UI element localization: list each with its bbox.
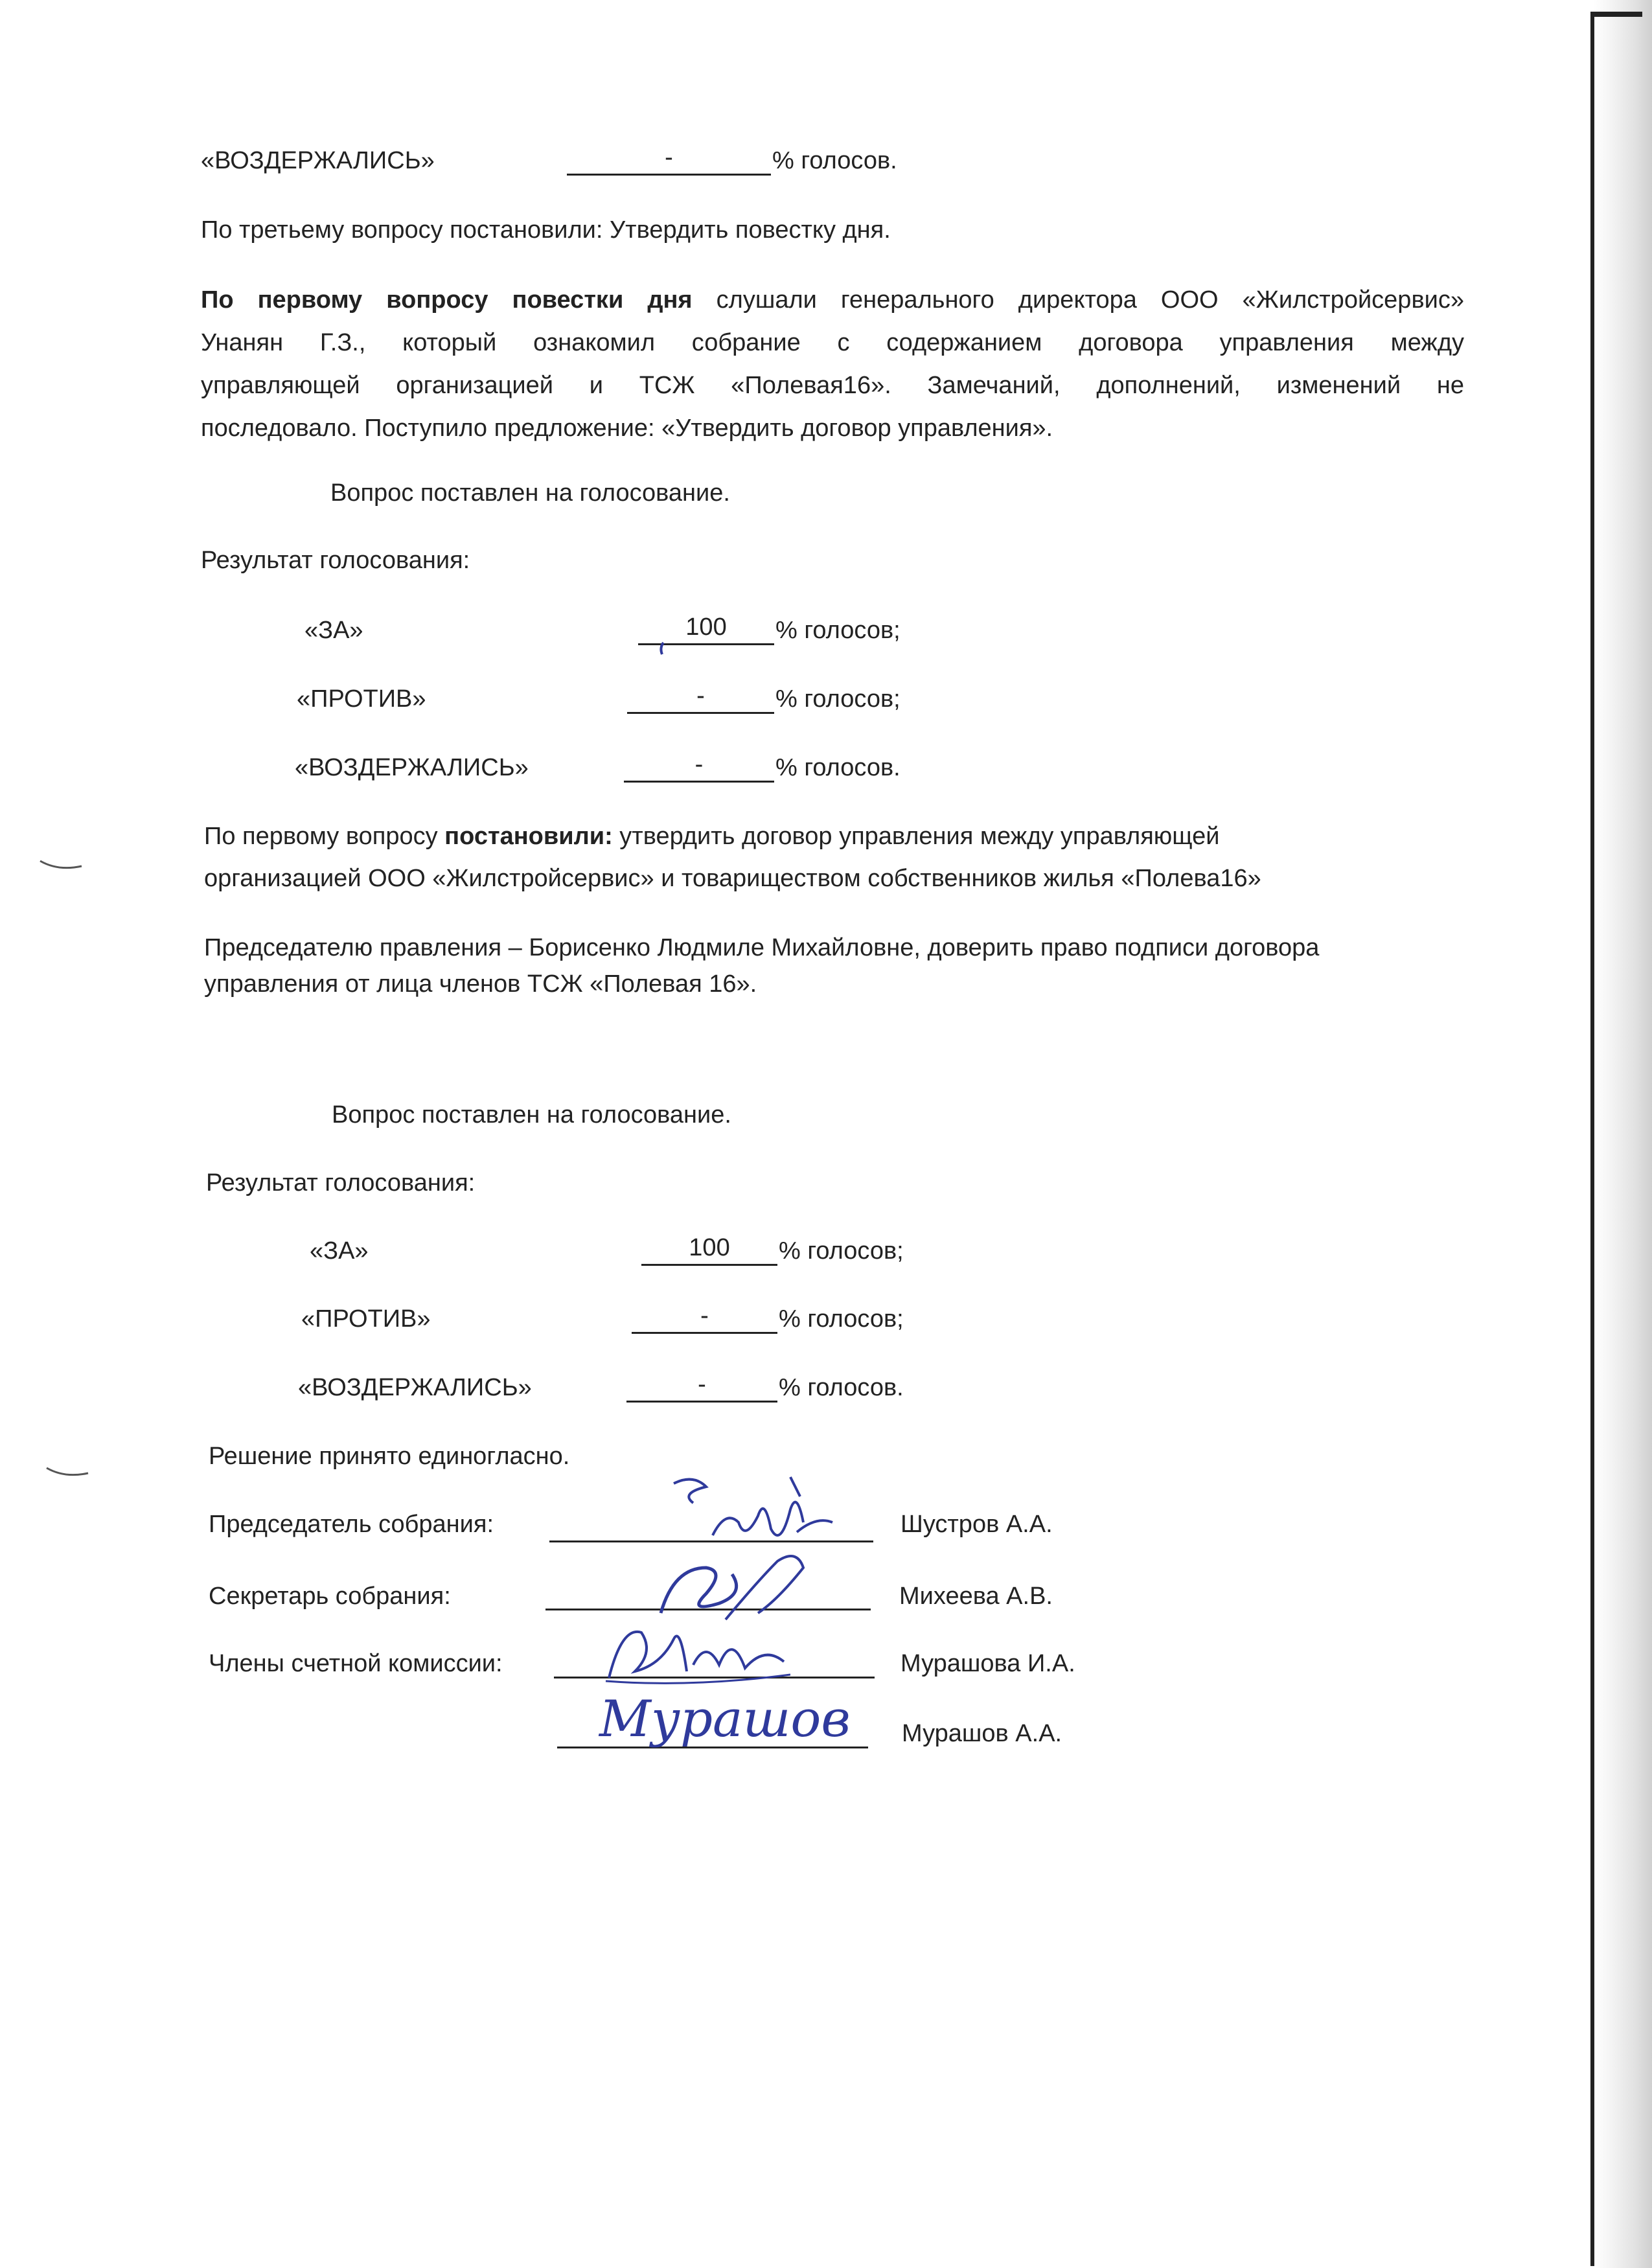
vote1-for-value: 100 xyxy=(638,613,774,645)
first-question-paragraph xyxy=(201,279,1464,450)
vote1-for-unit: % голосов; xyxy=(775,617,901,644)
vote2-for-value: 100 xyxy=(641,1234,777,1266)
vote2-result-label: Результат голосования: xyxy=(206,1169,476,1197)
vote1-abstain-unit: % голосов. xyxy=(775,754,901,781)
chair-authority-line-1: Председателю правления – Борисенко Людмиле Михайловне, доверить право подписи договора xyxy=(204,934,1320,961)
margin-mark-1 xyxy=(39,858,84,875)
vote2-for-label: «ЗА» xyxy=(310,1237,369,1265)
scan-edge-line xyxy=(1590,12,1594,2266)
top-abstain-value: - xyxy=(567,144,771,176)
vote1-result-label: Результат голосования: xyxy=(201,547,470,574)
vote2-put-to-vote: Вопрос поставлен на голосование. xyxy=(332,1101,731,1128)
decision-text: Решение принято единогласно. xyxy=(209,1443,570,1470)
vote1-against-unit: % голосов; xyxy=(775,685,901,713)
paragraph-line-4: последовало. Поступило предложение: «Утвердить договор управления». xyxy=(201,415,1053,442)
vote1-abstain-label: «ВОЗДЕРЖАЛИСЬ» xyxy=(295,754,529,781)
signature-role-secretary: Секретарь собрания: xyxy=(209,1583,451,1610)
resolution-line-2: организацией ООО «Жилстройсервис» и товариществом собственников жилья «Полева16» xyxy=(204,865,1261,892)
vote2-against-label: «ПРОТИВ» xyxy=(301,1305,431,1333)
vote1-abstain-value: - xyxy=(624,751,774,783)
scan-edge-shadow xyxy=(1594,0,1652,2268)
vote2-abstain-label: «ВОЗДЕРЖАЛИСЬ» xyxy=(298,1374,532,1401)
vote2-abstain-value: - xyxy=(626,1371,777,1403)
counting-signature-2-image xyxy=(593,1684,871,1781)
signature-name-secretary: Михеева А.В. xyxy=(899,1583,1053,1610)
vote2-against-value: - xyxy=(632,1302,777,1334)
signature-role-counting: Члены счетной комиссии: xyxy=(209,1650,503,1677)
margin-mark-2 xyxy=(45,1465,91,1482)
vote1-against-value: - xyxy=(627,682,774,714)
scan-edge-hook xyxy=(1590,12,1642,17)
pen-stray-mark xyxy=(656,641,669,656)
signature-name-counting-1: Мурашова И.А. xyxy=(901,1650,1075,1677)
paragraph-line-2: Унанян Г.З., который ознакомил собрание с содержанием договора управления между xyxy=(201,329,1464,356)
top-abstain-unit: % голосов. xyxy=(772,147,897,174)
chair-authority-line-2: управления от лица членов ТСЖ «Полевая 16». xyxy=(204,970,757,998)
vote1-put-to-vote: Вопрос поставлен на голосование. xyxy=(330,479,730,507)
resolution-line-1: По первому вопросу постановили: утвердить договор управления между управляющей xyxy=(204,823,1220,850)
vote2-for-unit: % голосов; xyxy=(779,1237,904,1265)
counting-signature-1-image xyxy=(596,1613,803,1691)
svg-text:Мурашов: Мурашов xyxy=(599,1690,851,1748)
signature-name-counting-2: Мурашов А.А. xyxy=(902,1720,1062,1747)
vote1-for-label: «ЗА» xyxy=(304,617,363,644)
signature-name-chair: Шустров А.А. xyxy=(901,1511,1053,1538)
vote2-against-unit: % голосов; xyxy=(779,1305,904,1333)
vote2-abstain-unit: % голосов. xyxy=(779,1374,904,1401)
paragraph-line-3: управляющей организацией и ТСЖ «Полевая16». Замечаний, дополнений, изменений не xyxy=(201,372,1464,399)
signature-role-chair: Председатель собрания: xyxy=(209,1511,494,1538)
paragraph-lead: По первому вопросу повестки дня xyxy=(201,286,693,314)
resolution-keyword: постановили: xyxy=(444,823,613,850)
third-question-resolution: По третьему вопросу постановили: Утвердить повестку дня. xyxy=(201,216,891,244)
vote1-against-label: «ПРОТИВ» xyxy=(297,685,426,713)
top-abstain-label: «ВОЗДЕРЖАЛИСЬ» xyxy=(201,147,435,174)
paragraph-line-1: По первому вопросу повестки дня слушали генерального директора ООО «Жилстройсервис» xyxy=(201,286,1464,314)
